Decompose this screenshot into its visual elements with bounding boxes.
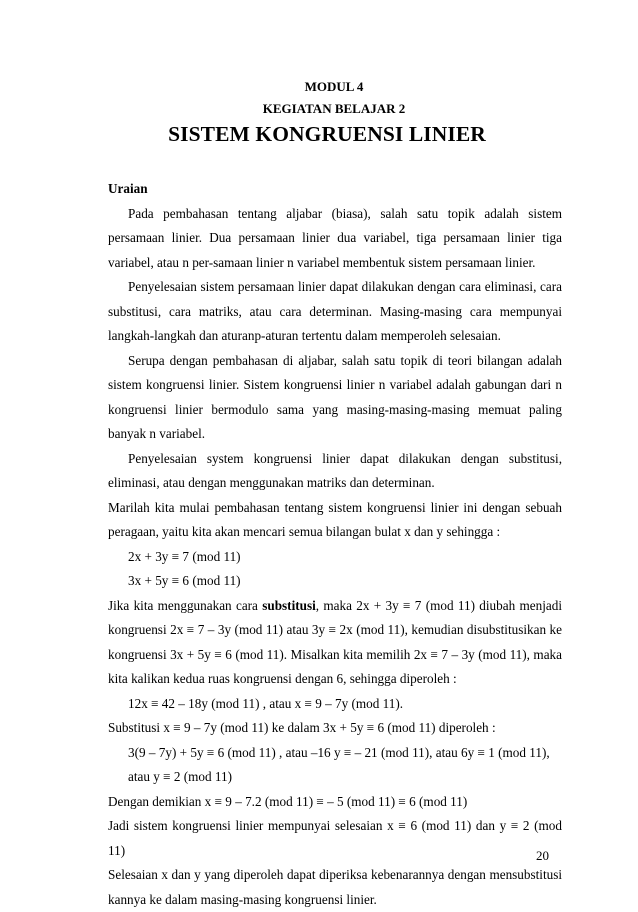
paragraph-6 xyxy=(108,594,562,692)
equation-4: 3(9 – 7y) + 5y ≡ 6 (mod 11) , atau –16 y ≡ – 21 (mod 11), atau 6y ≡ 1 (mod 11), xyxy=(128,744,550,760)
equation-5: atau y ≡ 2 (mod 11) xyxy=(128,769,232,784)
paragraph-7: Substitusi x ≡ 9 – 7y (mod 11) ke dalam 3x + 5y ≡ 6 (mod 11) diperoleh : xyxy=(108,720,496,735)
paragraph-6-rest: , maka 2x + 3y ≡ 7 (mod 11) diubah menjadi kongruensi 2x ≡ 7 – 3y (mod 11) atau 3y ≡ 2x (mod 11), kemudian disubstitusikan ke kongruensi 3x + 5y ≡ 6 (mod 11). Misalkan kita memilih 2x ≡ 7 – 3y (mod 11), maka kita kalikan kedua ruas kongruensi dengan 6, sehingga diperoleh : xyxy=(108,597,562,686)
equation-3: 12x ≡ 42 – 18y (mod 11) , atau x ≡ 9 – 7y (mod 11). xyxy=(128,695,404,711)
equation-1: 2x + 3y ≡ 7 (mod 11) xyxy=(128,548,241,564)
paragraph-1: Pada pembahasan tentang aljabar (biasa), salah satu topik adalah sistem persamaan linier. Dua persamaan linier dua variabel, tiga persamaan linier tiga variabel, atau n per-samaan linier n variabel membentuk sistem persamaan linier. xyxy=(108,205,562,270)
page-number: 20 xyxy=(536,848,549,863)
paragraph-2: Penyelesaian sistem persamaan linier dapat dilakukan dengan cara eliminasi, cara substitusi, cara matriks, atau cara determinan. Masing-masing cara mempunyai langkah-langkah dan aturanp-aturan tertentu dalam memperoleh selesaian. xyxy=(108,279,562,343)
paragraph-3: Serupa dengan pembahasan di aljabar, salah satu topik di teori bilangan adalah sistem kongruensi linier. Sistem kongruensi linier n variabel adalah gabungan dari n kongruensi linier bermodulo sama yang masing-masing-masing memuat paling banyak n variabel. xyxy=(108,352,562,441)
equation-2: 3x + 5y ≡ 6 (mod 11) xyxy=(128,573,241,588)
document-body xyxy=(108,177,562,912)
paragraph-9: Jadi sistem kongruensi linier mempunyai selesaian x ≡ 6 (mod 11) dan y ≡ 2 (mod 11) xyxy=(108,818,562,858)
emphasis-substitusi: substitusi xyxy=(262,597,316,613)
paragraph-8: Dengan demikian x ≡ 9 – 7.2 (mod 11) ≡ – 5 (mod 11) ≡ 6 (mod 11) xyxy=(108,793,468,809)
section-heading: Uraian xyxy=(108,181,148,196)
paragraph-4: Penyelesaian system kongruensi linier dapat dilakukan dengan substitusi, eliminasi, atau dengan menggunakan matriks dan determinan. xyxy=(108,450,562,490)
paragraph-10: Selesaian x dan y yang diperoleh dapat diperiksa kebenarannya dengan mensubstitusi kannya ke dalam masing-masing kongruensi linier. xyxy=(108,867,562,907)
activity-label: KEGIATAN BELAJAR 2 xyxy=(262,101,406,116)
paragraph-6-start: Jika kita menggunakan cara xyxy=(108,597,263,613)
paragraph-5: Marilah kita mulai pembahasan tentang sistem kongruensi linier ini dengan sebuah peragaan, yaitu kita akan mencari semua bilangan bulat x dan y sehingga : xyxy=(108,499,562,539)
module-label: MODUL 4 xyxy=(304,79,364,94)
page-title: SISTEM KONGRUENSI LINIER xyxy=(168,122,486,146)
